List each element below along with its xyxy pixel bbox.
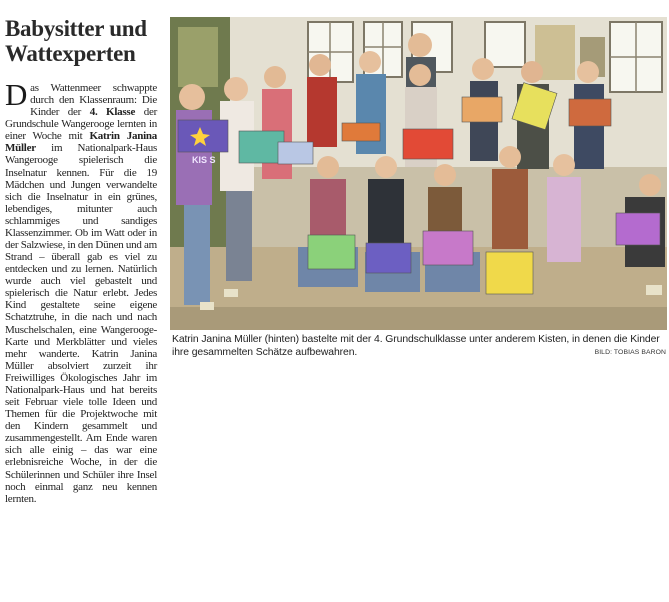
photo-caption: Katrin Janina Müller (hinten) bastelte mit der 4. Grundschulklasse unter anderem Kisten, in denen die Kinder ihre gesammelten Schätze aufbewahren.	[172, 334, 660, 358]
article-class-name: 4. Klasse	[89, 106, 136, 119]
class-group-photo	[170, 17, 667, 330]
article-person-name: Katrin Janina Müller	[5, 130, 157, 155]
article-text-2: der Grundschule Wangerooge lernten in einer Woche mit	[5, 106, 157, 143]
headline-line-1: Babysitter und	[5, 16, 147, 41]
shirt-lettering: KIS S	[192, 155, 216, 165]
drop-cap: D	[5, 77, 28, 112]
article-body	[5, 77, 157, 505]
headline-line-2: Wattexperten	[5, 41, 136, 66]
article-text-3: im Nationalpark-Haus Wangerooge spielerisch die Inselnatur kennen. Für die 19 Mädchen und Jungen verwandelte sich die Inselnatur in ein grünes, lebendiges, mitunter auch schlammiges und sandiges Klassenzimmer. Ob im Watt oder in der Salzwiese, in den Dünen und am Strand – überall gab es viel zu entdecken und zu lernen. Natürlich wurde auch viel gebastelt und spielerisch die Natur erlebt. Jedes Kind gestaltete seine eigene Schatztruhe, in die nach und nach Muschelschalen, eine Wangerooge-Karte und Merkblätter und vieles mehr wanderte. Katrin Janina Müller absolviert zurzeit ihr Freiwilliges Ökologisches Jahr im Nationalpark-Haus und hat bereits seit Februar viele tolle Ideen und Themen für die Projektwoche mit den Kindern gesammelt und zusammengestellt. Am Ende waren sich alle einig – das war eine erlebnisreiche Woche, in der die Schülerinnen und Schüler ihre Insel noch einmal ganz neu kennen lernten.	[5, 142, 157, 505]
photo-credit: BILD: TOBIAS BARON	[594, 349, 666, 356]
article-text-1: as Wattenmeer schwappte durch den Klassenraum: Die Kinder der	[30, 82, 157, 119]
article-headline	[5, 16, 165, 66]
